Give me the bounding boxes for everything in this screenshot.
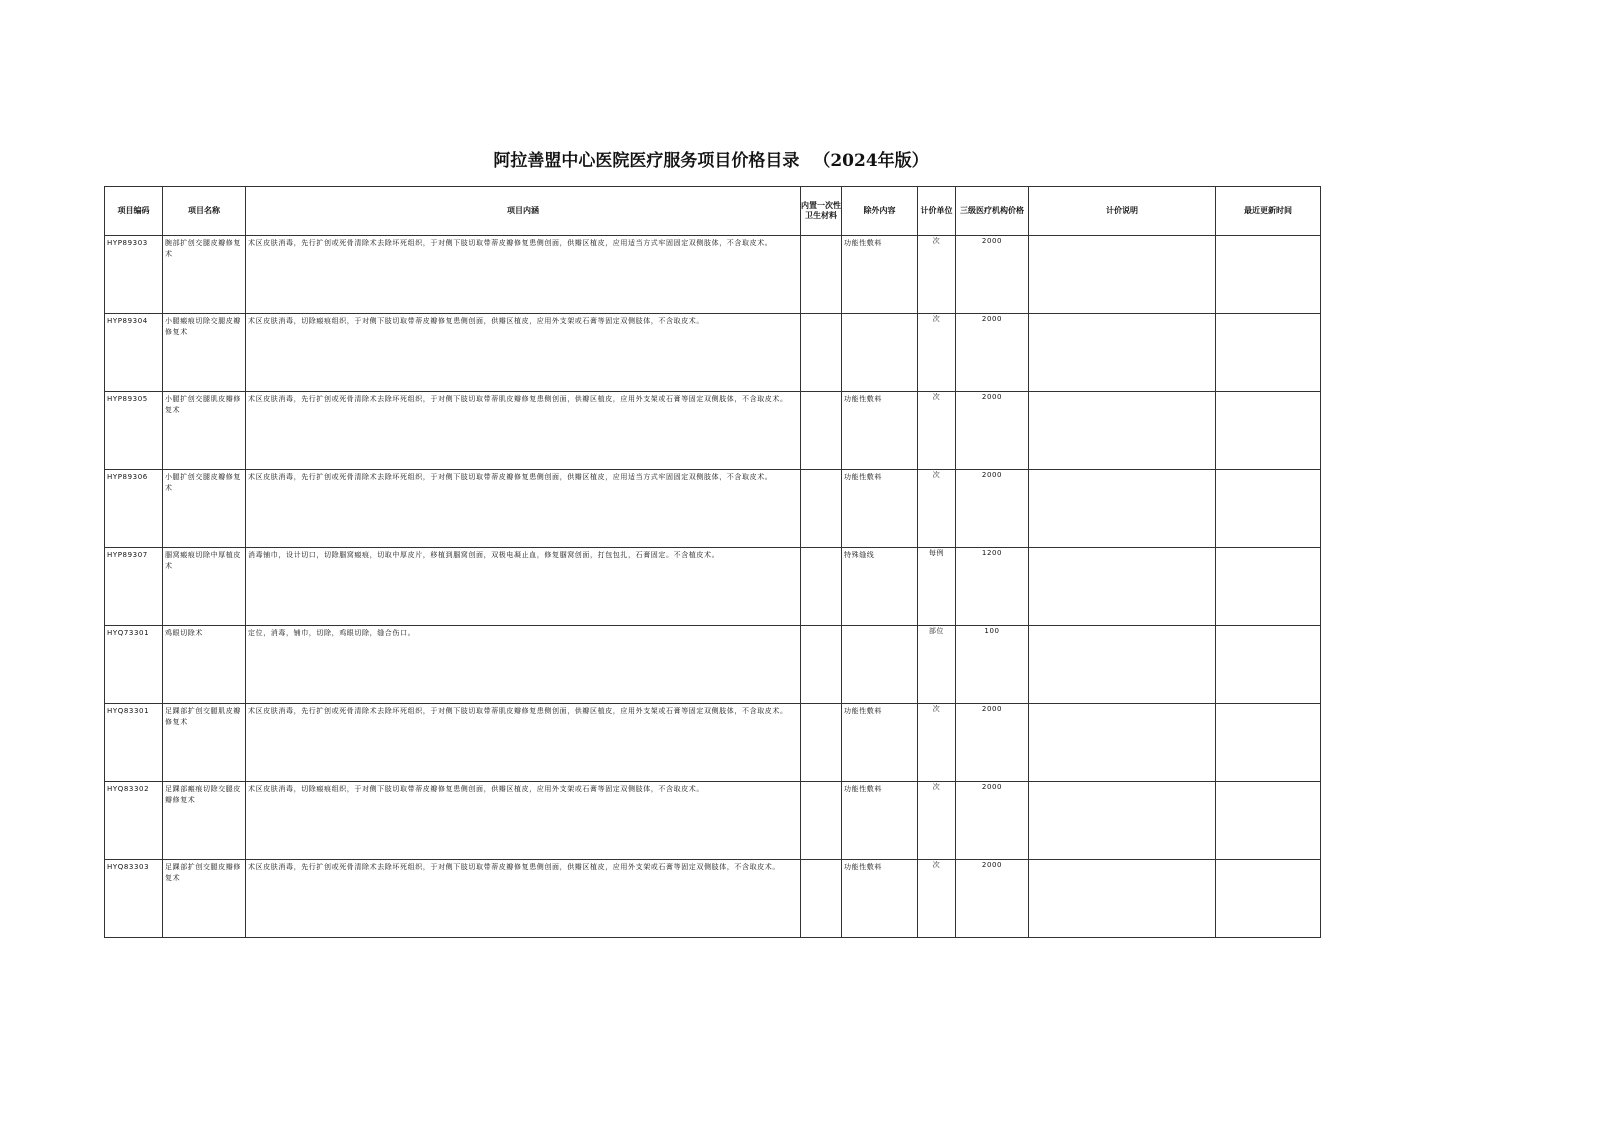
- table-row: [105, 236, 1321, 314]
- cell-name: [163, 704, 246, 782]
- cell-price: 100: [956, 626, 1029, 704]
- cell-name: [163, 314, 246, 392]
- title-edition: （2024年版）: [813, 151, 929, 171]
- cell-updated: [1216, 392, 1321, 470]
- name-text: 足踝部扩创交腿肌皮瓣修复术: [165, 707, 241, 726]
- cell-name: [163, 470, 246, 548]
- notes-text: [1029, 236, 1215, 238]
- excluded-text: [842, 314, 917, 316]
- header-excluded: 除外内容: [842, 187, 918, 236]
- cell-content: [246, 392, 801, 470]
- content-text: 术区皮肤消毒，先行扩创或死骨清除术去除坏死组织，于对侧下肢切取带蒂肌皮瓣修复患侧创面，供瓣区植皮，应用外支架或石膏等固定双侧肢体，不含取皮术。: [248, 395, 788, 403]
- cell-unit: 次: [918, 314, 956, 392]
- cell-code: [105, 470, 163, 548]
- cell-content: [246, 626, 801, 704]
- code-text: HYP89306: [107, 473, 148, 481]
- notes-text: [1029, 704, 1215, 706]
- name-text: 小腿瘢痕切除交腿皮瓣修复术: [165, 317, 241, 336]
- name-text: 足踝部扩创交腿皮瓣修复术: [165, 863, 241, 882]
- cell-content: [246, 860, 801, 938]
- cell-code: [105, 704, 163, 782]
- consumables-text: [801, 470, 841, 472]
- consumables-text: [801, 314, 841, 316]
- header-row: [105, 187, 1321, 236]
- cell-unit: 次: [918, 392, 956, 470]
- excluded-text: 特殊缝线: [844, 551, 875, 559]
- cell-unit: 次: [918, 470, 956, 548]
- cell-code: [105, 782, 163, 860]
- cell-consumables: [801, 704, 842, 782]
- content-text: 术区皮肤消毒，先行扩创或死骨清除术去除坏死组织，于对侧下肢切取带蒂皮瓣修复患侧创面，供瓣区植皮，应用适当方式牢固固定双侧肢体，不含取皮术。: [248, 473, 773, 481]
- code-text: HYQ83301: [107, 707, 150, 715]
- cell-excluded: [842, 392, 918, 470]
- cell-excluded: [842, 314, 918, 392]
- cell-excluded: [842, 236, 918, 314]
- updated-text: [1216, 626, 1320, 628]
- cell-content: [246, 704, 801, 782]
- cell-updated: [1216, 626, 1321, 704]
- cell-notes: [1029, 860, 1216, 938]
- cell-code: [105, 314, 163, 392]
- cell-unit: 部位: [918, 626, 956, 704]
- cell-updated: [1216, 236, 1321, 314]
- cell-consumables: [801, 860, 842, 938]
- cell-excluded: [842, 860, 918, 938]
- excluded-text: [842, 626, 917, 628]
- cell-unit: 次: [918, 704, 956, 782]
- code-text: HYP89305: [107, 395, 148, 403]
- name-text: 腕部扩创交腿皮瓣修复术: [165, 239, 241, 258]
- updated-text: [1216, 548, 1320, 550]
- cell-notes: [1029, 314, 1216, 392]
- content-text: 术区皮肤消毒，先行扩创或死骨清除术去除坏死组织，于对侧下肢切取带蒂皮瓣修复患侧创面，供瓣区植皮，应用适当方式牢固固定双侧肢体，不含取皮术。: [248, 239, 773, 247]
- cell-name: [163, 860, 246, 938]
- excluded-text: 功能性敷料: [844, 707, 882, 715]
- cell-name: [163, 626, 246, 704]
- updated-text: [1216, 782, 1320, 784]
- consumables-text: [801, 782, 841, 784]
- consumables-text: [801, 626, 841, 628]
- name-text: 小腿扩创交腿肌皮瓣修复术: [165, 395, 241, 414]
- header-notes: 计价说明: [1029, 187, 1216, 236]
- cell-unit: 次: [918, 236, 956, 314]
- cell-name: [163, 548, 246, 626]
- header-updated: 最近更新时间: [1216, 187, 1321, 236]
- cell-updated: [1216, 548, 1321, 626]
- cell-notes: [1029, 470, 1216, 548]
- cell-content: [246, 470, 801, 548]
- cell-consumables: [801, 470, 842, 548]
- notes-text: [1029, 548, 1215, 550]
- cell-excluded: [842, 548, 918, 626]
- cell-code: [105, 860, 163, 938]
- content-text: 术区皮肤消毒，切除瘢痕组织，于对侧下肢切取带蒂皮瓣修复患侧创面，供瓣区植皮，应用外支架或石膏等固定双侧肢体，不含取皮术。: [248, 317, 704, 325]
- name-text: 鸡眼切除术: [165, 629, 203, 637]
- content-text: 术区皮肤消毒，先行扩创或死骨清除术去除坏死组织，于对侧下肢切取带蒂皮瓣修复患侧创面，供瓣区植皮，应用外支架或石膏等固定双侧肢体，不含取皮术。: [248, 863, 780, 871]
- code-text: HYQ73301: [107, 629, 150, 637]
- cell-consumables: [801, 626, 842, 704]
- table-row: [105, 626, 1321, 704]
- cell-price: 2000: [956, 470, 1029, 548]
- table-row: [105, 470, 1321, 548]
- cell-notes: [1029, 704, 1216, 782]
- cell-updated: [1216, 314, 1321, 392]
- cell-unit: 次: [918, 860, 956, 938]
- header-code: 项目编码: [105, 187, 163, 236]
- cell-code: [105, 236, 163, 314]
- updated-text: [1216, 704, 1320, 706]
- cell-price: 2000: [956, 314, 1029, 392]
- consumables-text: [801, 860, 841, 862]
- table-row: [105, 392, 1321, 470]
- cell-price: 2000: [956, 782, 1029, 860]
- cell-consumables: [801, 782, 842, 860]
- cell-unit: 次: [918, 782, 956, 860]
- cell-price: 2000: [956, 236, 1029, 314]
- excluded-text: 功能性敷料: [844, 473, 882, 481]
- notes-text: [1029, 626, 1215, 628]
- consumables-text: [801, 548, 841, 550]
- cell-notes: [1029, 236, 1216, 314]
- updated-text: [1216, 470, 1320, 472]
- code-text: HYP89303: [107, 239, 148, 247]
- table-row: [105, 860, 1321, 938]
- cell-notes: [1029, 626, 1216, 704]
- name-text: 小腿扩创交腿皮瓣修复术: [165, 473, 241, 492]
- cell-excluded: [842, 470, 918, 548]
- consumables-text: [801, 704, 841, 706]
- header-consumables: 内置一次性卫生材料: [801, 187, 842, 236]
- header-name: 项目名称: [163, 187, 246, 236]
- cell-notes: [1029, 548, 1216, 626]
- cell-name: [163, 782, 246, 860]
- code-text: HYP89307: [107, 551, 148, 559]
- cell-name: [163, 236, 246, 314]
- cell-price: 2000: [956, 392, 1029, 470]
- cell-updated: [1216, 704, 1321, 782]
- notes-text: [1029, 392, 1215, 394]
- cell-consumables: [801, 392, 842, 470]
- cell-updated: [1216, 860, 1321, 938]
- name-text: 腘窝瘢痕切除中厚植皮术: [165, 551, 241, 570]
- cell-code: [105, 392, 163, 470]
- cell-unit: 每例: [918, 548, 956, 626]
- cell-price: 2000: [956, 860, 1029, 938]
- code-text: HYQ83302: [107, 785, 150, 793]
- cell-notes: [1029, 392, 1216, 470]
- cell-excluded: [842, 704, 918, 782]
- cell-content: [246, 548, 801, 626]
- excluded-text: 功能性敷料: [844, 863, 882, 871]
- content-text: 消毒铺巾，设计切口，切除腘窝瘢痕，切取中厚皮片，移植到腘窝创面，双极电凝止血，修复腘窝创面，打包包扎，石膏固定。不含植皮术。: [248, 551, 720, 559]
- table-row: [105, 314, 1321, 392]
- header-content: 项目内涵: [246, 187, 801, 236]
- name-text: 足踝部瘢痕切除交腿皮瓣修复术: [165, 785, 241, 804]
- updated-text: [1216, 314, 1320, 316]
- updated-text: [1216, 860, 1320, 862]
- notes-text: [1029, 470, 1215, 472]
- excluded-text: 功能性敷料: [844, 239, 882, 247]
- header-unit: 计价单位: [918, 187, 956, 236]
- notes-text: [1029, 860, 1215, 862]
- cell-price: 1200: [956, 548, 1029, 626]
- cell-updated: [1216, 782, 1321, 860]
- cell-consumables: [801, 236, 842, 314]
- content-text: 定位，消毒，铺巾，切除，鸡眼切除，缝合伤口。: [248, 629, 416, 637]
- table-row: [105, 704, 1321, 782]
- cell-consumables: [801, 548, 842, 626]
- consumables-text: [801, 392, 841, 394]
- cell-code: [105, 548, 163, 626]
- document-title: [104, 148, 1318, 174]
- title-main: 阿拉善盟中心医院医疗服务项目价格目录: [493, 151, 800, 171]
- updated-text: [1216, 236, 1320, 238]
- code-text: HYQ83303: [107, 863, 150, 871]
- content-text: 术区皮肤消毒，先行扩创或死骨清除术去除坏死组织，于对侧下肢切取带蒂肌皮瓣修复患侧创面，供瓣区植皮，应用外支架或石膏等固定双侧肢体，不含取皮术。: [248, 707, 788, 715]
- cell-excluded: [842, 626, 918, 704]
- consumables-text: [801, 236, 841, 238]
- notes-text: [1029, 782, 1215, 784]
- notes-text: [1029, 314, 1215, 316]
- cell-content: [246, 782, 801, 860]
- cell-content: [246, 236, 801, 314]
- cell-name: [163, 392, 246, 470]
- price-catalog-table: [104, 186, 1321, 938]
- header-price: 三级医疗机构价格: [956, 187, 1029, 236]
- code-text: HYP89304: [107, 317, 148, 325]
- cell-excluded: [842, 782, 918, 860]
- excluded-text: 功能性敷料: [844, 785, 882, 793]
- updated-text: [1216, 392, 1320, 394]
- content-text: 术区皮肤消毒，切除瘢痕组织，于对侧下肢切取带蒂皮瓣修复患侧创面，供瓣区植皮，应用外支架或石膏等固定双侧肢体，不含取皮术。: [248, 785, 704, 793]
- excluded-text: 功能性敷料: [844, 395, 882, 403]
- table-row: [105, 548, 1321, 626]
- table-row: [105, 782, 1321, 860]
- cell-content: [246, 314, 801, 392]
- cell-price: 2000: [956, 704, 1029, 782]
- cell-updated: [1216, 470, 1321, 548]
- cell-notes: [1029, 782, 1216, 860]
- cell-consumables: [801, 314, 842, 392]
- cell-code: [105, 626, 163, 704]
